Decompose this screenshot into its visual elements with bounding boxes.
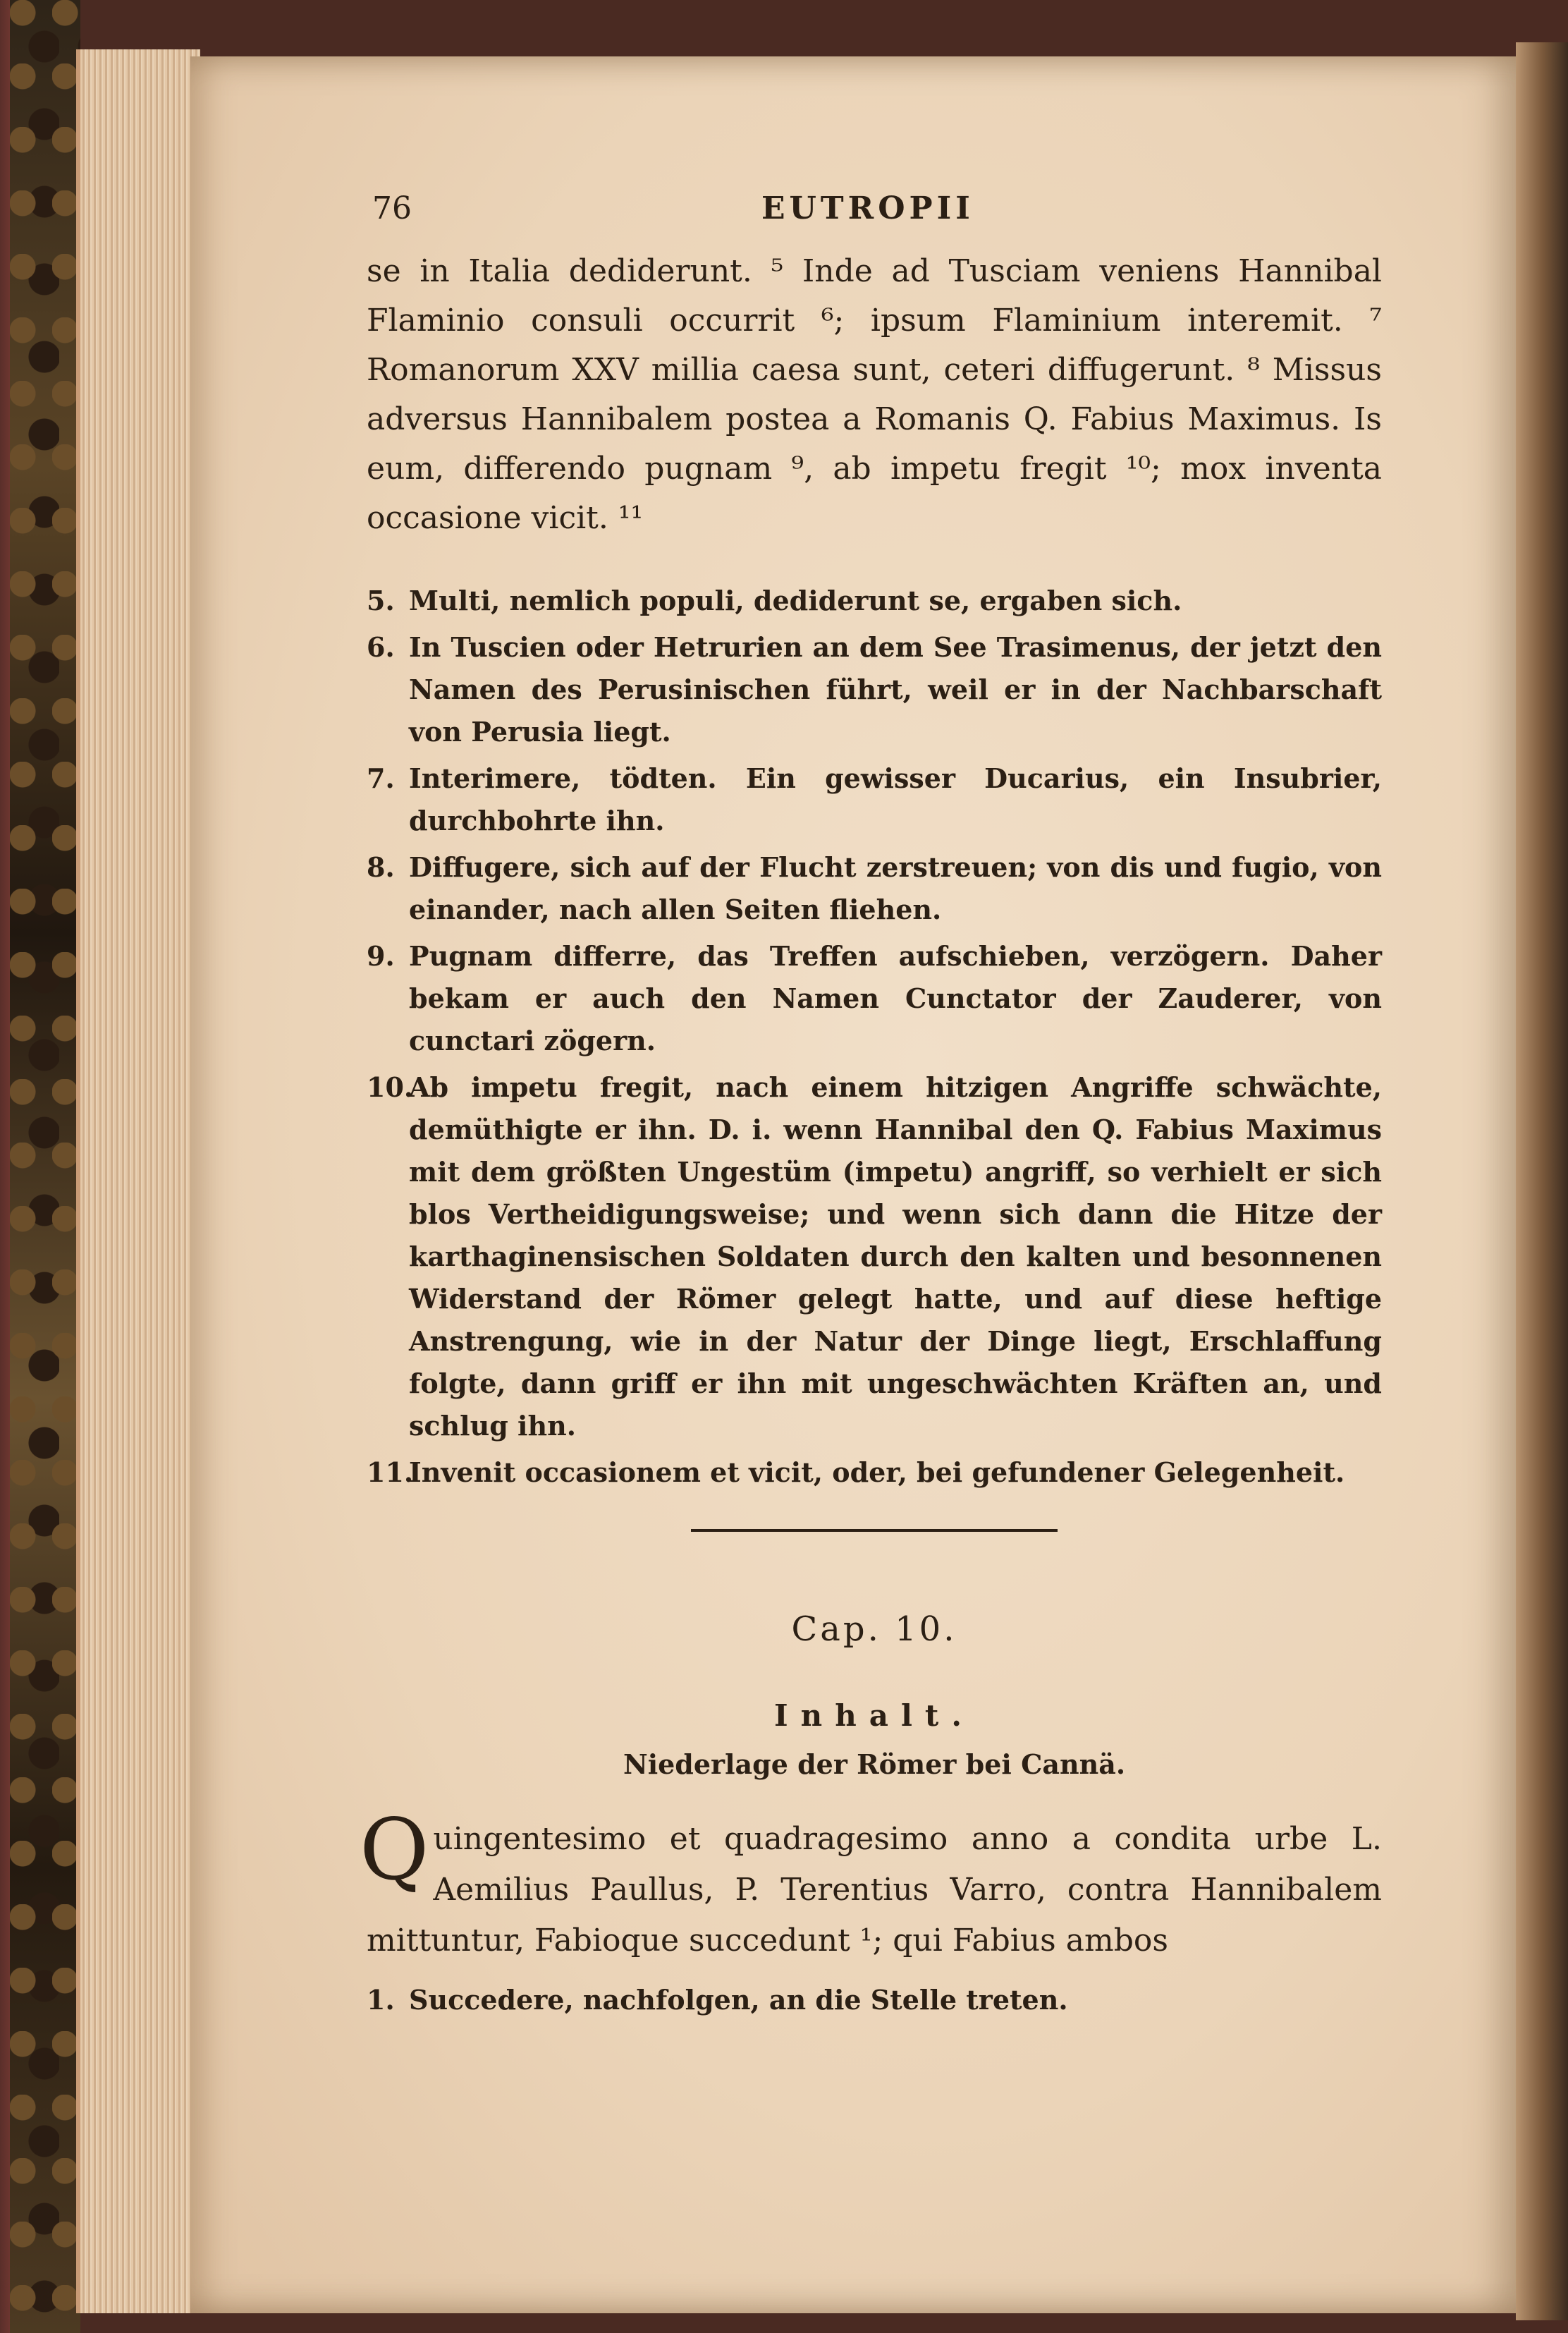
note-text: Ab impetu fregit, nach einem hitzigen Angriffe schwächte, demüthigte er ihn. D. i. wenn Hannibal den Q. Fabius Maximus mit dem größten Ungestüm (impetu) angriff, so verhielt er sich blos Vertheidigungsweise; und wenn sich dann die Hitze der karthaginensischen Soldaten durch den kalten und besonnenen Widerstand der Römer gelegt hatte, und auf diese heftige Anstrengung, wie in der Natur der Dinge liegt, Erschlaffung folgte, dann griff er ihn mit ungeschwächten Kräften an, und schlug ihn. [409,1071,1382,1442]
chapter-title: Cap. 10. [791,1609,957,1649]
note-number: 6. [367,631,395,663]
notes-list [367,580,1382,1494]
drop-cap: Q [360,1801,429,1899]
note-item [367,580,1382,622]
note-text: Invenit occasionem et vicit, oder, bei gefundener Gelegenheit. [409,1456,1345,1488]
note-item [367,757,1382,842]
note-item [367,1066,1382,1447]
page-content [360,190,1382,2021]
running-title: EUTROPII [761,190,974,226]
main-paragraph: se in Italia dediderunt. ⁵ Inde ad Tusciam veniens Hannibal Flaminio consuli occurrit ⁶; ipsum Flaminium interemit. ⁷ Romanorum XXV millia caesa sunt, ceteri diffugerunt. ⁸ Missus adversus Hannibalem postea a Romanis Q. Fabius Maximus. Is eum, differendo pugnam ⁹, ab impetu fregit ¹⁰; mox inventa occasione vicit. ¹¹ [367,253,1382,536]
note-text: Pugnam differre, das Treffen aufschieben, verzögern. Daher bekam er auch den Namen Cunctator der Zauderer, von cunctari zögern. [409,940,1382,1056]
page-edges [76,49,200,2313]
section-subheading: Niederlage der Römer bei Cannä. [623,1748,1126,1780]
note-number: 10. [367,1071,414,1103]
note-item [367,626,1382,753]
note-item [367,1451,1382,1494]
note-text: Diffugere, sich auf der Flucht zerstreuen; von dis und fugio, von einander, nach allen Seiten fliehen. [409,851,1382,925]
book-gutter [1516,42,1568,2320]
note-item [367,935,1382,1062]
note-number: 9. [367,940,395,972]
note-number: 11. [367,1456,414,1488]
chapter-body-text: uingentesimo et quadragesimo anno a condita urbe L. Aemilius Paullus, P. Terentius Varro, contra Hannibalem mittuntur, Fabioque succedunt ¹; qui Fabius ambos [367,1821,1382,1959]
running-head [367,190,1382,240]
note-number: 7. [367,762,395,794]
section-heading: Inhalt. [774,1698,974,1733]
footnote-text: Succedere, nachfolgen, an die Stelle treten. [409,1984,1068,2016]
main-text [367,247,1382,543]
note-text: In Tuscien oder Hetrurien an dem See Trasimenus, der jetzt den Namen des Perusinischen führt, weil er in der Nachbarschaft von Perusia liegt. [409,631,1382,748]
note-item [367,846,1382,931]
footnote [367,1979,1382,2021]
note-number: 5. [367,585,395,616]
note-text: Interimere, tödten. Ein gewisser Ducarius, ein Insubrier, durchbohrte ihn. [409,762,1382,836]
marbled-cover-edge [10,0,80,2333]
note-text: Multi, nemlich populi, dediderunt se, ergaben sich. [409,585,1182,616]
page-number: 76 [372,190,412,226]
section-divider [691,1529,1058,1532]
chapter-body [360,1801,1382,1966]
note-number: 8. [367,851,395,883]
footnote-number: 1. [367,1984,395,2016]
